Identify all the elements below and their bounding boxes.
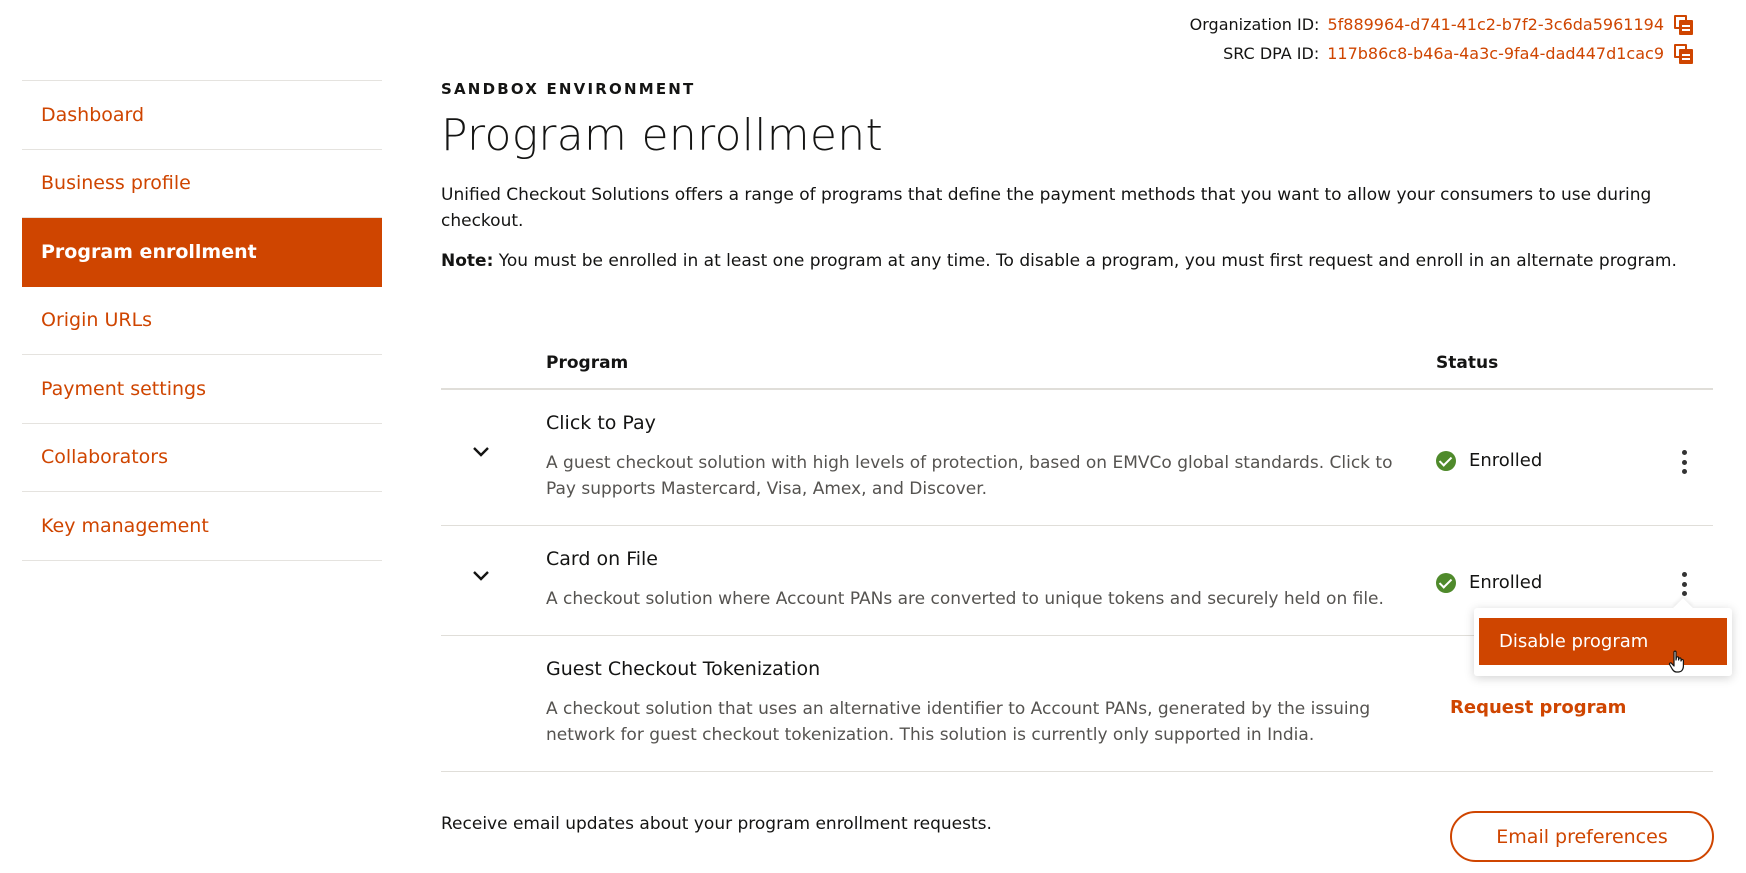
environment-label: SANDBOX ENVIRONMENT xyxy=(441,80,696,98)
page-description: Unified Checkout Solutions offers a range of programs that define the payment methods that you want to allow your consumers to use during checkout. xyxy=(441,185,1652,231)
table-header xyxy=(441,340,1713,390)
program-name: Card on File xyxy=(546,548,658,570)
status-badge xyxy=(1436,450,1542,471)
copy-icon[interactable] xyxy=(1674,15,1694,35)
sidebar-item-payment-settings[interactable]: Payment settings xyxy=(22,355,382,424)
chevron-down-icon[interactable] xyxy=(471,566,491,586)
program-description: A guest checkout solution with high levels of protection, based on EMVCo global standards. Click to Pay supports Mastercard, Visa, Amex, and Discover. xyxy=(546,453,1393,499)
organization-id-value: 5f889964-d741-41c2-b7f2-3c6da5961194 xyxy=(1327,15,1664,34)
organization-id-row xyxy=(1190,10,1694,39)
sidebar-nav xyxy=(22,80,382,561)
copy-icon[interactable] xyxy=(1674,44,1694,64)
hand-cursor-icon xyxy=(1668,650,1686,674)
program-name: Guest Checkout Tokenization xyxy=(546,658,821,680)
organization-id-label: Organization ID: xyxy=(1189,15,1320,34)
email-updates-text: Receive email updates about your program enrollment requests. xyxy=(441,814,992,834)
status-text: Enrolled xyxy=(1469,450,1543,471)
programs-table xyxy=(441,340,1713,772)
sidebar-item-origin-urls[interactable]: Origin URLs xyxy=(22,287,382,356)
sidebar-item-collaborators[interactable]: Collaborators xyxy=(22,424,382,493)
page-title: Program enrollment xyxy=(441,110,884,161)
page-note xyxy=(441,248,1713,274)
disable-program-button[interactable]: Disable program xyxy=(1477,616,1729,667)
program-name: Click to Pay xyxy=(546,412,656,434)
check-circle-icon xyxy=(1436,451,1456,471)
status-badge xyxy=(1436,572,1542,593)
email-preferences-button[interactable]: Email preferences xyxy=(1450,811,1714,862)
sidebar-item-key-management[interactable]: Key management xyxy=(22,492,382,561)
more-options-icon[interactable] xyxy=(1674,448,1694,476)
sidebar-item-dashboard[interactable]: Dashboard xyxy=(22,81,382,150)
sidebar-item-program-enrollment[interactable]: Program enrollment xyxy=(22,218,382,287)
check-circle-icon xyxy=(1436,573,1456,593)
more-options-icon[interactable] xyxy=(1674,570,1694,598)
note-label: Note: xyxy=(441,251,494,271)
program-options-menu xyxy=(1474,608,1732,676)
request-program-link[interactable]: Request program xyxy=(1450,697,1627,718)
src-dpa-id-label: SRC DPA ID: xyxy=(1223,44,1320,63)
sidebar-item-business-profile[interactable]: Business profile xyxy=(22,150,382,219)
column-header-program: Program xyxy=(546,353,629,373)
src-dpa-id-row xyxy=(1190,39,1694,68)
src-dpa-id-value: 117b86c8-b46a-4a3c-9fa4-dad447d1cac9 xyxy=(1327,44,1664,63)
chevron-down-icon[interactable] xyxy=(471,442,491,462)
program-description: A checkout solution where Account PANs are converted to unique tokens and securely held on file. xyxy=(546,589,1384,609)
status-text: Enrolled xyxy=(1469,572,1543,593)
table-row xyxy=(441,390,1713,526)
main-content xyxy=(441,80,1713,274)
program-description: A checkout solution that uses an alternative identifier to Account PANs, generated by the issuing network for guest checkout tokenization. This solution is currently only supported in India. xyxy=(546,699,1371,745)
note-text: You must be enrolled in at least one program at any time. To disable a program, you must first request and enroll in an alternate program. xyxy=(493,251,1677,271)
account-ids xyxy=(1190,10,1694,68)
column-header-status: Status xyxy=(1436,353,1499,373)
